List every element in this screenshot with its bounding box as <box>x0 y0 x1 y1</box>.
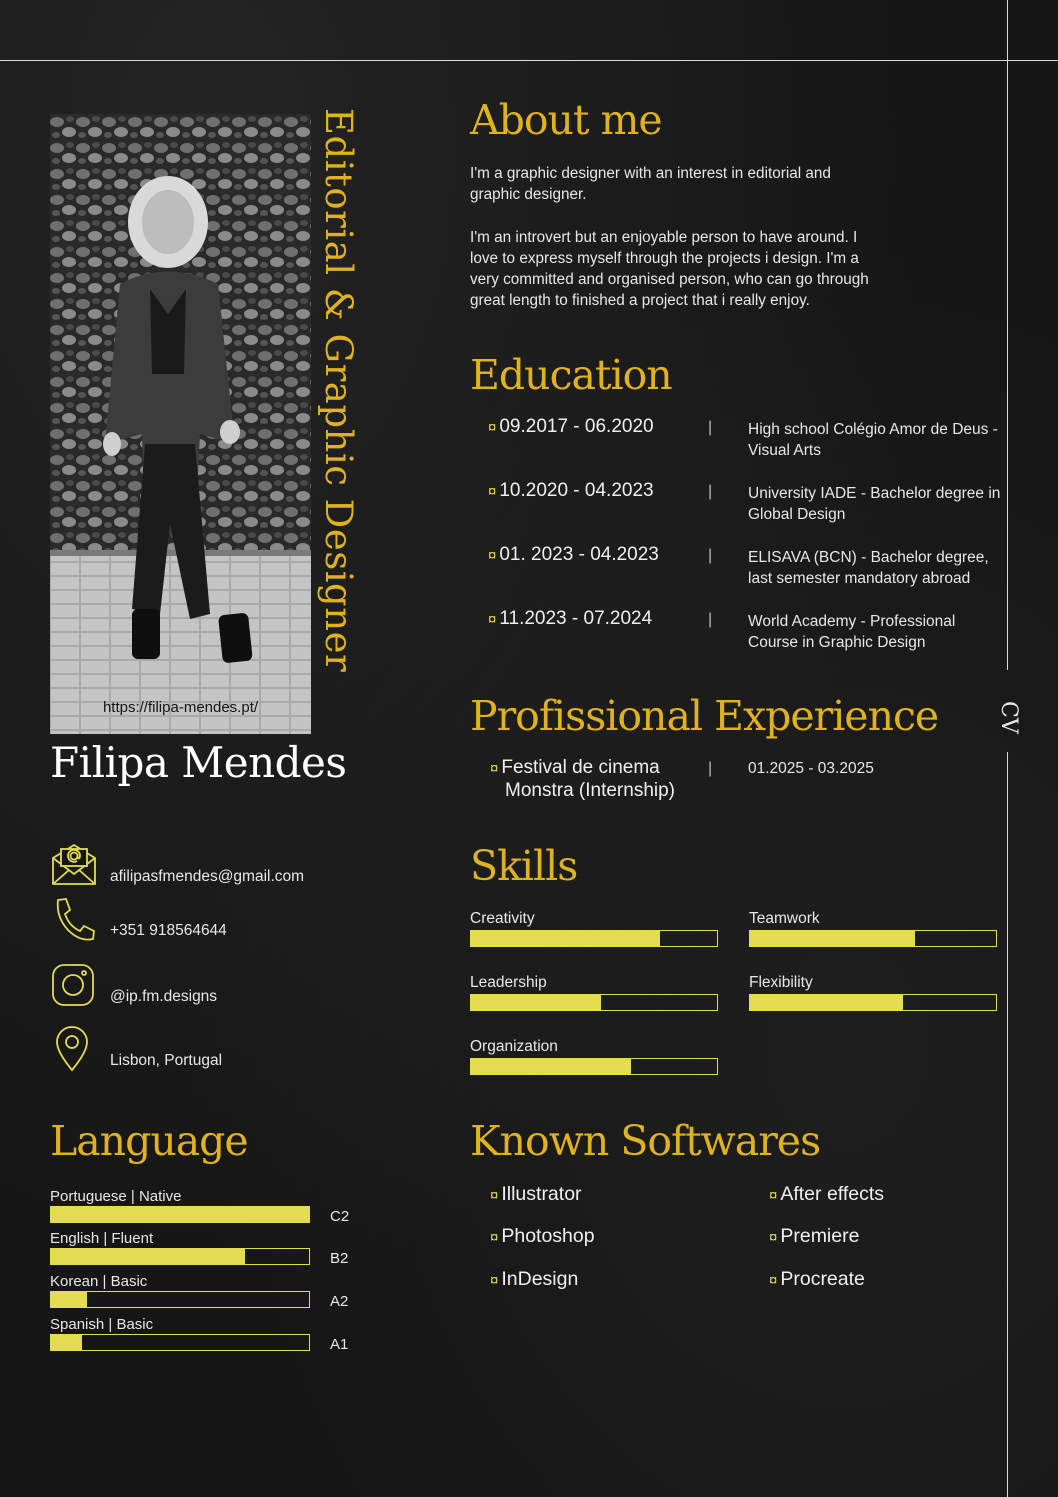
language-bar <box>50 1206 310 1223</box>
top-rule <box>0 60 1058 61</box>
email-text: afilipasfmendes@gmail.com <box>110 868 305 885</box>
contact-email[interactable] <box>50 842 350 892</box>
language-bar-fill <box>51 1335 82 1350</box>
skill-bar <box>749 994 997 1011</box>
language-bar <box>50 1334 310 1351</box>
language-bar-fill <box>51 1249 245 1264</box>
education-heading: Education <box>470 351 672 399</box>
right-rule-lower <box>1007 752 1008 1497</box>
skills-heading: Skills <box>470 842 578 890</box>
language-heading: Language <box>50 1117 248 1165</box>
education-item <box>488 544 1008 600</box>
separator: | <box>708 547 713 564</box>
contact-location <box>50 1026 350 1076</box>
bullet-icon: ¤ <box>490 760 499 777</box>
software-item: ¤ Procreate <box>769 1268 865 1290</box>
skill-item <box>749 974 999 1014</box>
skill-bar <box>470 930 718 947</box>
separator: | <box>708 419 713 436</box>
bullet-icon: ¤ <box>488 419 497 436</box>
language-label: English | Fluent <box>50 1230 154 1247</box>
language-row <box>50 1230 350 1272</box>
education-item <box>488 608 1008 664</box>
experience-role: ¤ Festival de cinema Monstra (Internship) <box>490 757 676 801</box>
education-date: ¤ 11.2023 - 07.2024 <box>488 608 653 629</box>
skill-bar-fill <box>750 931 915 946</box>
separator: | <box>708 760 713 777</box>
language-bar <box>50 1291 310 1308</box>
about-heading: About me <box>470 96 662 144</box>
separator: | <box>708 483 713 500</box>
language-label: Portuguese | Native <box>50 1188 182 1205</box>
bullet-icon: ¤ <box>490 1187 499 1204</box>
education-desc: World Academy - Professional Course in Graphic Design <box>748 613 956 651</box>
bullet-icon: ¤ <box>488 611 497 628</box>
bullet-icon: ¤ <box>769 1272 778 1289</box>
education-date: ¤ 01. 2023 - 04.2023 <box>488 544 659 565</box>
language-bar <box>50 1248 310 1265</box>
language-label: Korean | Basic <box>50 1273 148 1290</box>
skill-bar-fill <box>471 995 601 1010</box>
skill-item <box>470 974 720 1014</box>
bullet-icon: ¤ <box>490 1229 499 1246</box>
about-text <box>470 163 870 312</box>
language-row <box>50 1273 350 1315</box>
education-item <box>488 480 1008 536</box>
experience-item <box>490 757 1010 807</box>
language-level: A2 <box>330 1293 349 1310</box>
contact-instagram[interactable] <box>50 962 350 1012</box>
language-level: A1 <box>330 1336 349 1353</box>
education-date: ¤ 09.2017 - 06.2020 <box>488 416 654 437</box>
software-item: ¤ Premiere <box>769 1225 860 1247</box>
software-item: ¤ After effects <box>769 1183 885 1205</box>
education-desc: University IADE - Bachelor degree in Global Design <box>748 485 1001 523</box>
portrait-illustration <box>50 114 311 734</box>
location-pin-icon <box>50 1026 98 1072</box>
education-desc: ELISAVA (BCN) - Bachelor degree, last semester mandatory abroad <box>748 549 989 587</box>
separator: | <box>708 611 713 628</box>
education-item <box>488 416 1008 472</box>
skill-item <box>470 910 720 950</box>
experience-heading: Profissional Experience <box>470 692 939 740</box>
skill-item <box>749 910 999 950</box>
language-label: Spanish | Basic <box>50 1316 154 1333</box>
skill-label: Teamwork <box>749 910 820 927</box>
education-date: ¤ 10.2020 - 04.2023 <box>488 480 654 501</box>
skill-bar <box>470 1058 718 1075</box>
experience-period: 01.2025 - 03.2025 <box>748 760 874 777</box>
skill-label: Flexibility <box>749 974 813 991</box>
skill-bar-fill <box>471 931 660 946</box>
contact-phone[interactable] <box>50 896 350 946</box>
language-bar-fill <box>51 1292 87 1307</box>
skill-bar-fill <box>471 1059 631 1074</box>
phone-text: +351 918564644 <box>110 922 227 939</box>
language-bar-fill <box>51 1207 309 1222</box>
language-level: B2 <box>330 1250 349 1267</box>
job-title-vertical: Editorial & Graphic Designer <box>317 108 360 673</box>
location-text: Lisbon, Portugal <box>110 1052 223 1069</box>
bullet-icon: ¤ <box>769 1187 778 1204</box>
bullet-icon: ¤ <box>488 547 497 564</box>
software-item: ¤ Photoshop <box>490 1225 595 1247</box>
skill-bar <box>749 930 997 947</box>
skill-bar <box>470 994 718 1011</box>
bullet-icon: ¤ <box>488 483 497 500</box>
skill-bar-fill <box>750 995 903 1010</box>
software-item: ¤ InDesign <box>490 1268 579 1290</box>
envelope-icon <box>50 842 98 888</box>
website-link[interactable]: https://filipa-mendes.pt/ <box>102 699 259 716</box>
language-level: C2 <box>330 1208 350 1225</box>
instagram-icon <box>50 962 98 1008</box>
softwares-heading: Known Softwares <box>470 1117 821 1165</box>
profile-photo <box>50 114 311 734</box>
person-name: Filipa Mendes <box>50 738 347 787</box>
software-item: ¤ Illustrator <box>490 1183 582 1205</box>
skill-label: Organization <box>470 1038 558 1055</box>
education-desc: High school Colégio Amor de Deus - Visual Arts <box>748 421 998 459</box>
about-paragraph: I'm an introvert but an enjoyable person to have around. I love to express myself through the projects i design. I'm a very committed and organised person, who can go through great length to finished a project that i really enjoy. <box>470 228 869 310</box>
skill-label: Creativity <box>470 910 535 927</box>
instagram-text: @ip.fm.designs <box>110 988 218 1005</box>
bullet-icon: ¤ <box>490 1272 499 1289</box>
phone-icon <box>50 896 98 942</box>
language-row <box>50 1316 350 1358</box>
skill-item <box>470 1038 720 1078</box>
cv-mark: CV <box>996 701 1021 734</box>
about-paragraph: I'm a graphic designer with an interest in editorial and graphic designer. <box>470 165 831 204</box>
language-row <box>50 1188 350 1230</box>
bullet-icon: ¤ <box>769 1229 778 1246</box>
skill-label: Leadership <box>470 974 547 991</box>
